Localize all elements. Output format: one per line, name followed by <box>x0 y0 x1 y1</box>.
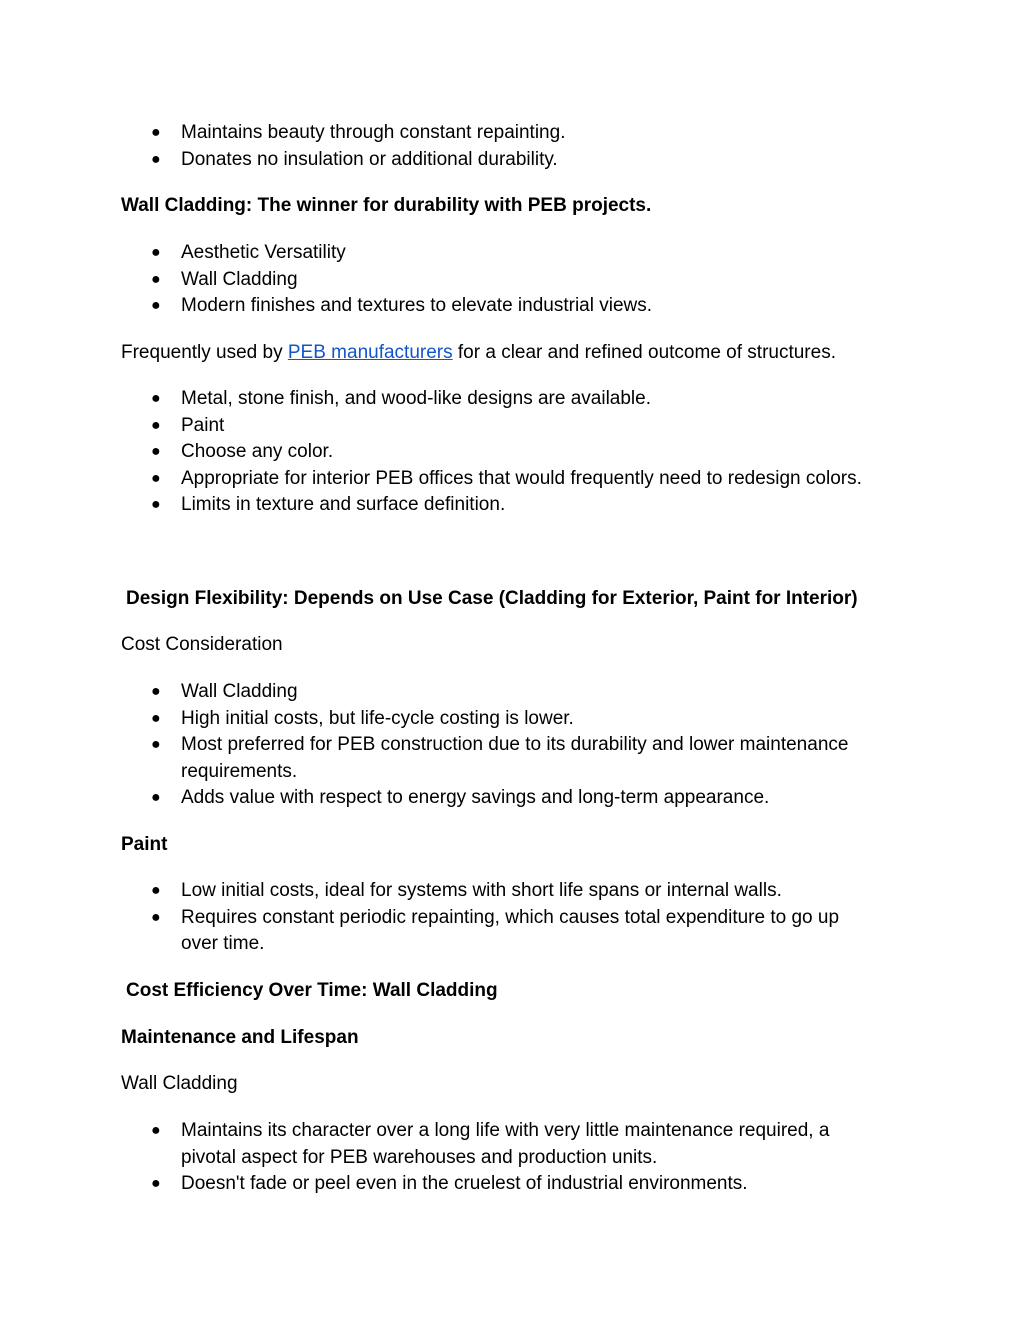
bullet-icon: ● <box>151 297 161 315</box>
list-item: ● Limits in texture and surface definition. <box>121 492 862 519</box>
bullet-icon: ● <box>151 908 161 926</box>
bullet-list-finishes <box>121 386 862 519</box>
list-item: ● Wall Cladding <box>121 679 848 706</box>
list-item: ● Aesthetic Versatility <box>121 240 652 267</box>
list-item: ● Maintains its character over a long life with very little maintenance required, a <box>121 1118 829 1145</box>
cost-consideration-label: Cost Consideration <box>121 634 283 655</box>
bullet-icon: ● <box>151 244 161 261</box>
bullet-list-paint-cost <box>121 878 839 958</box>
bullet-icon: ● <box>151 882 161 899</box>
heading-maintenance-lifespan: Maintenance and Lifespan <box>121 1027 359 1048</box>
bullet-icon: ● <box>151 709 161 727</box>
list-item: ● Doesn't fade or peel even in the cruelest of industrial environments. <box>121 1171 829 1198</box>
list-item: ● Metal, stone finish, and wood-like designs are available. <box>121 386 862 413</box>
heading-design-flexibility: Design Flexibility: Depends on Use Case (Cladding for Exterior, Paint for Interior) <box>126 588 858 609</box>
bullet-list-cost-cladding <box>121 679 848 812</box>
bullet-icon: ● <box>151 124 161 141</box>
bullet-list-maintenance <box>121 1118 829 1198</box>
peb-manufacturers-link[interactable]: PEB manufacturers <box>287 342 453 363</box>
list-item-continuation: requirements. <box>181 760 298 782</box>
bullet-icon: ● <box>151 1122 161 1139</box>
list-item: ● Modern finishes and textures to elevate industrial views. <box>121 293 652 320</box>
list-item: ● Paint <box>121 413 862 440</box>
bullet-icon: ● <box>151 150 161 168</box>
heading-paint: Paint <box>121 834 168 855</box>
bullet-icon: ● <box>151 390 161 407</box>
bullet-icon: ● <box>151 789 161 807</box>
list-item: ● Choose any color. <box>121 439 862 466</box>
bullet-icon: ● <box>151 683 161 700</box>
heading-cost-efficiency: Cost Efficiency Over Time: Wall Cladding <box>126 980 498 1001</box>
bullet-list-aesthetic <box>121 240 652 320</box>
list-item: ● Maintains beauty through constant repainting. <box>121 120 565 147</box>
bullet-list-paint-drawbacks <box>121 120 565 173</box>
list-item-continuation: pivotal aspect for PEB warehouses and production units. <box>181 1146 658 1168</box>
bullet-icon: ● <box>151 1175 161 1193</box>
list-item: ● High initial costs, but life-cycle costing is lower. <box>121 706 848 733</box>
bullet-icon: ● <box>151 270 161 288</box>
list-item-continuation: over time. <box>181 933 265 955</box>
list-item: ● Most preferred for PEB construction due to its durability and lower maintenance <box>121 732 848 759</box>
list-item: ● Requires constant periodic repainting, which causes total expenditure to go up <box>121 905 839 932</box>
frequently-used-paragraph: Frequently used by PEB manufacturers for a clear and refined outcome of structures. <box>121 342 836 363</box>
bullet-icon: ● <box>151 443 161 461</box>
list-item: ● Adds value with respect to energy savings and long-term appearance. <box>121 785 848 812</box>
bullet-icon: ● <box>151 736 161 754</box>
list-item: ● Donates no insulation or additional durability. <box>121 147 565 174</box>
list-item: ● Low initial costs, ideal for systems with short life spans or internal walls. <box>121 878 839 905</box>
bullet-icon: ● <box>151 416 161 434</box>
list-item: ● Appropriate for interior PEB offices that would frequently need to redesign colors. <box>121 466 862 493</box>
heading-wall-cladding: Wall Cladding: The winner for durability with PEB projects. <box>121 195 652 216</box>
list-item: ● Wall Cladding <box>121 267 652 294</box>
bullet-icon: ● <box>151 469 161 487</box>
wall-cladding-label: Wall Cladding <box>121 1073 238 1094</box>
bullet-icon: ● <box>151 496 161 514</box>
